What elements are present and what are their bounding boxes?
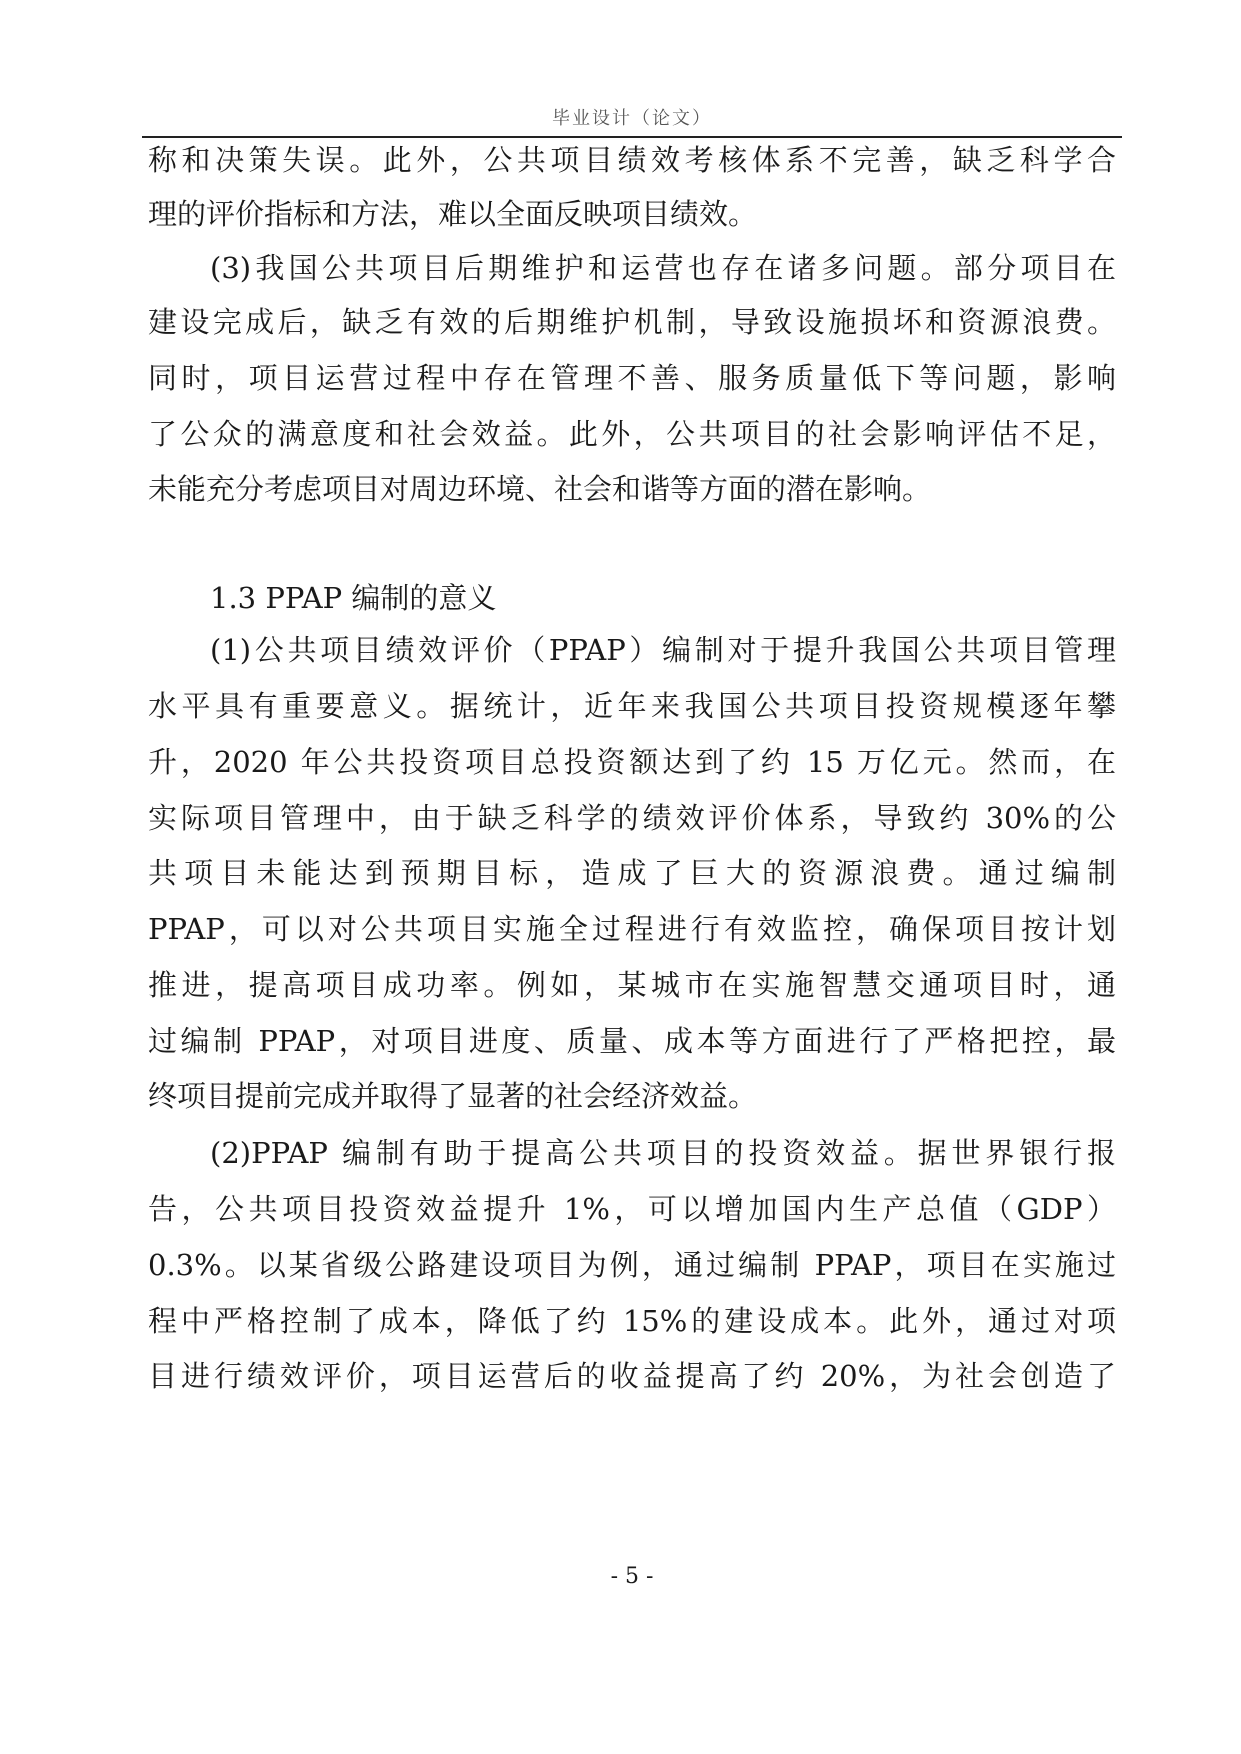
body-text-line: (1)公共项目绩效评价（PPAP）编制对于提升我国公共项目管理 bbox=[210, 633, 1116, 667]
body-text-line: 同时，项目运营过程中存在管理不善、服务质量低下等问题，影响 bbox=[148, 361, 1116, 395]
page-number: - 5 - bbox=[610, 1564, 654, 1589]
body-text-line: 未能充分考虑项目对周边环境、社会和谐等方面的潜在影响。 bbox=[148, 472, 932, 506]
body-text-line: 过编制 PPAP，对项目进度、质量、成本等方面进行了严格把控，最 bbox=[148, 1024, 1116, 1058]
body-text-line: 了公众的满意度和社会效益。此外，公共项目的社会影响评估不足， bbox=[148, 417, 1116, 451]
body-text-line: 0.3%。以某省级公路建设项目为例，通过编制 PPAP，项目在实施过 bbox=[148, 1248, 1116, 1282]
body-text-line: 理的评价指标和方法，难以全面反映项目绩效。 bbox=[148, 197, 758, 231]
body-text-line: (3)我国公共项目后期维护和运营也存在诸多问题。部分项目在 bbox=[210, 251, 1116, 285]
body-text-line: 建设完成后，缺乏有效的后期维护机制，导致设施损坏和资源浪费。 bbox=[148, 305, 1116, 339]
page-header-title: 毕业设计（论文） bbox=[552, 108, 712, 129]
body-text-line: 目进行绩效评价，项目运营后的收益提高了约 20%，为社会创造了 bbox=[148, 1359, 1116, 1393]
body-text-line: 推进，提高项目成功率。例如，某城市在实施智慧交通项目时，通 bbox=[148, 968, 1116, 1002]
body-text-line: 告，公共项目投资效益提升 1%，可以增加国内生产总值（GDP） bbox=[148, 1192, 1116, 1226]
body-text-line: 程中严格控制了成本，降低了约 15%的建设成本。此外，通过对项 bbox=[148, 1304, 1116, 1338]
body-text-line: 升，2020 年公共投资项目总投资额达到了约 15 万亿元。然而，在 bbox=[148, 745, 1116, 779]
body-text-line: 水平具有重要意义。据统计，近年来我国公共项目投资规模逐年攀 bbox=[148, 689, 1116, 723]
body-text-line: 称和决策失误。此外，公共项目绩效考核体系不完善，缺乏科学合 bbox=[148, 143, 1116, 177]
body-text-line: PPAP，可以对公共项目实施全过程进行有效监控，确保项目按计划 bbox=[148, 912, 1116, 946]
section-heading: 1.3 PPAP 编制的意义 bbox=[210, 581, 497, 615]
body-text-line: (2)PPAP 编制有助于提高公共项目的投资效益。据世界银行报 bbox=[210, 1136, 1116, 1170]
body-text-line: 终项目提前完成并取得了显著的社会经济效益。 bbox=[148, 1079, 758, 1113]
body-text-line: 实际项目管理中，由于缺乏科学的绩效评价体系，导致约 30%的公 bbox=[148, 801, 1116, 835]
body-text-line: 共项目未能达到预期目标，造成了巨大的资源浪费。通过编制 bbox=[148, 856, 1116, 890]
